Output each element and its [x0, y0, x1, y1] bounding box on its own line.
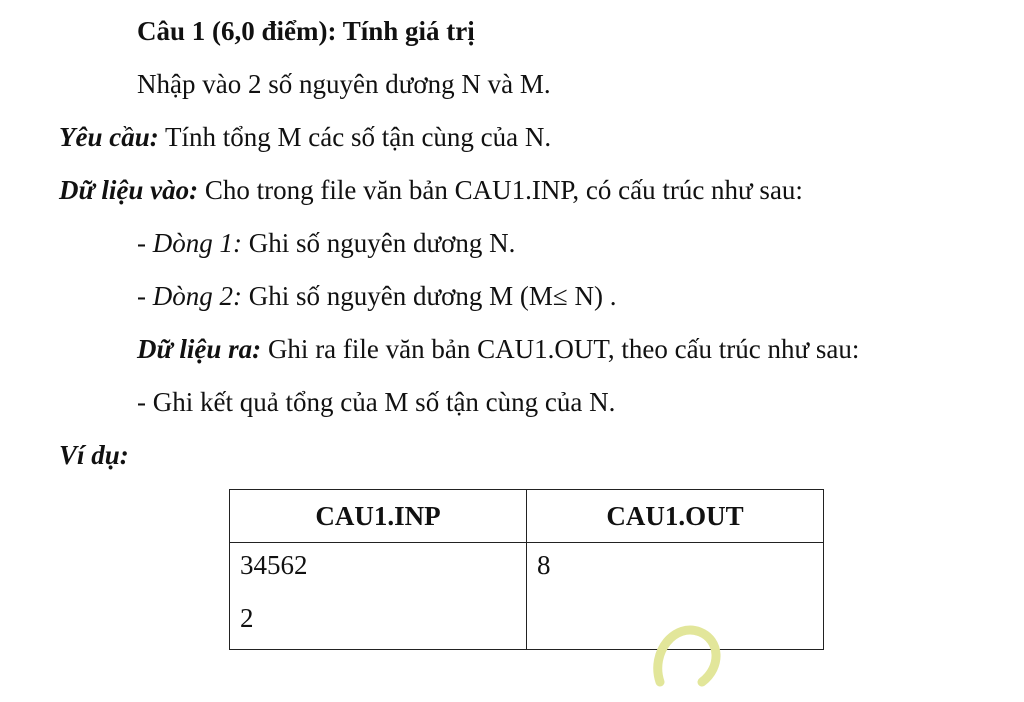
example-output-value: 8	[537, 550, 551, 580]
input-line-2-label: Dòng 2:	[152, 281, 242, 311]
example-input-m: 2	[240, 603, 254, 633]
input-line-1-label: Dòng 1:	[152, 228, 242, 258]
input-line-1-prefix: -	[137, 228, 153, 258]
input-line-2-text: Ghi số nguyên dương M (M≤ N) .	[242, 281, 617, 311]
example-input-n: 34562	[240, 550, 308, 580]
input-label: Dữ liệu vào:	[59, 175, 199, 205]
example-table	[229, 489, 824, 650]
input-paragraph	[59, 173, 803, 207]
output-label: Dữ liệu ra:	[137, 334, 262, 364]
output-description: - Ghi kết quả tổng của M số tận cùng của N.	[137, 387, 616, 417]
input-text: Cho trong file văn bản CAU1.INP, có cấu trúc như sau:	[198, 175, 803, 205]
output-file-header: CAU1.OUT	[527, 490, 824, 543]
output-paragraph	[137, 332, 859, 366]
example-label: Ví dụ:	[59, 440, 129, 470]
example-header-row	[230, 490, 824, 543]
input-line-1-text: Ghi số nguyên dương N.	[242, 228, 516, 258]
problem-title: Câu 1 (6,0 điểm): Tính giá trị	[137, 16, 475, 46]
input-file-header: CAU1.INP	[230, 490, 527, 543]
input-line-1	[137, 226, 515, 260]
requirement-paragraph	[59, 120, 551, 154]
input-line-2-prefix: -	[137, 281, 153, 311]
requirement-text: Tính tổng M các số tận cùng của N.	[158, 122, 552, 152]
output-text: Ghi ra file văn bản CAU1.OUT, theo cấu trúc như sau:	[261, 334, 860, 364]
problem-intro: Nhập vào 2 số nguyên dương N và M.	[137, 69, 551, 99]
example-input-cell	[230, 543, 527, 650]
example-output-cell	[527, 543, 824, 650]
requirement-label: Yêu cầu:	[59, 122, 159, 152]
input-line-2	[137, 279, 616, 313]
example-data-row	[230, 543, 824, 650]
